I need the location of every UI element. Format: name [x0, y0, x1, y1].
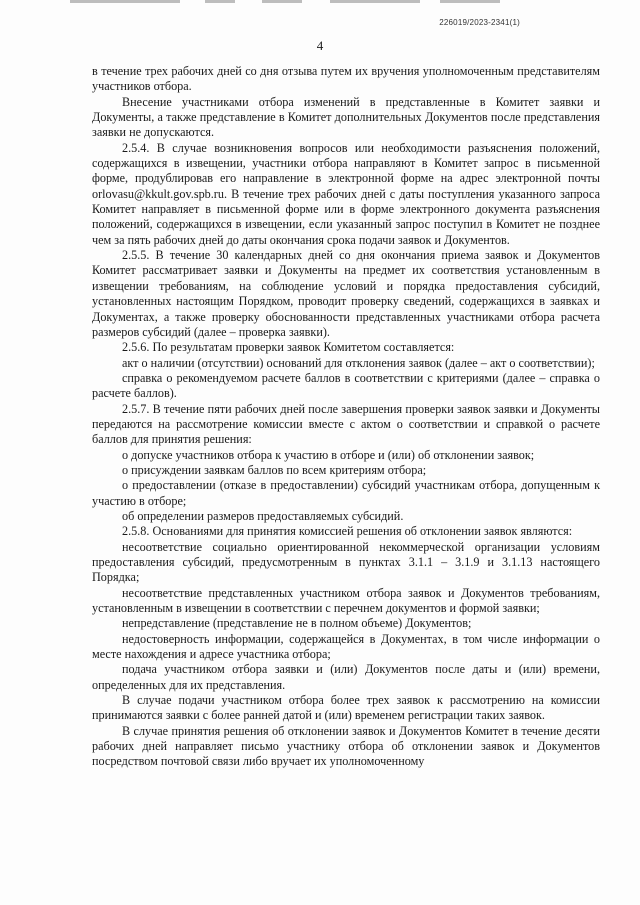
paragraph: непредставление (представление не в полном объеме) Документов;	[122, 616, 472, 631]
paragraph: 2.5.7. В течение пяти рабочих дней после завершения проверки заявок заявки и Документы передаются на рассмотрение комиссии вместе с актом о соответствии и справкой о расчете баллов для принятия решения:	[92, 401, 600, 447]
paragraph: об определении размеров предоставляемых субсидий.	[122, 508, 404, 523]
paragraph: несоответствие представленных участником отбора заявок и Документов требованиям, установленным в извещении в соответствии с перечнем документов и формой заявки;	[92, 585, 600, 616]
page-number: 4	[316, 38, 324, 53]
paragraph: В случае принятия решения об отклонении заявок и Документов Комитет в течение десяти рабочих дней направляет письмо участнику отбора об отклонении заявок и Документов посредством почтовой связи либо вручает их уполномоченному	[92, 723, 600, 769]
paragraph: акт о наличии (отсутствии) оснований для отклонения заявок (далее – акт о соответствии);	[122, 355, 595, 370]
paragraph: В случае подачи участником отбора более трех заявок к рассмотрению на комиссии принимаются заявки с более ранней датой и (или) временем регистрации таких заявок.	[92, 693, 600, 723]
scan-edge-artifact	[0, 0, 640, 4]
paragraph: о допуске участников отбора к участию в отборе и (или) об отклонении заявок;	[122, 447, 535, 462]
document-number: 226019/2023-2341(1)	[439, 18, 520, 27]
paragraph: о присуждении заявкам баллов по всем критериям отбора;	[122, 462, 427, 477]
paragraph: 2.5.4. В случае возникновения вопросов или необходимости разъяснения положений, содержащихся в извещении, участники отбора направляют в Комитет запрос в письменной форме, продублировав его направление в электронной форме на адрес электронной почты orlovasu@kkult.gov.spb.ru. В течение трех рабочих дней с даты поступления указанного запроса Комитет направляет в письменной форме или в форме электронного документа разъяснения положений, содержащихся в извещении, если указанный запрос поступил в Комитет не позднее чем за пять рабочих дней до даты окончания срока подачи заявок и Документов.	[92, 140, 600, 247]
paragraph: Внесение участниками отбора изменений в представленные в Комитет заявки и Документы, а также представление в Комитет дополнительных Документов после представления заявки не допускаются.	[92, 94, 600, 140]
paragraph: 2.5.6. По результатам проверки заявок Комитетом составляется:	[122, 340, 455, 355]
paragraph: подача участником отбора заявки и (или) Документов после даты и (или) времени, определенных для их представления.	[92, 662, 600, 692]
paragraph: несоответствие социально ориентированной некоммерческой организации условиям предоставления субсидий, предусмотренным в пунктах 3.1.1 – 3.1.9 и 3.1.13 настоящего Порядка;	[92, 539, 600, 585]
paragraph: 2.5.8. Основаниями для принятия комиссией решения об отклонении заявок являются:	[122, 524, 573, 539]
paragraph: 2.5.5. В течение 30 календарных дней со дня окончания приема заявок и Документов Комитет рассматривает заявки и Документы на предмет их соответствия установленным в извещении требованиям, на соблюдение условий и порядка предоставления субсидий, установленных настоящим Порядком, проводит проверку сведений, содержащихся в заявках и Документах, а также проверку обоснованности представленных участниками отбора расчета размеров субсидий (далее – проверка заявки).	[92, 248, 600, 339]
paragraph: справка о рекомендуемом расчете баллов в соответствии с критериями (далее – справка о расчете баллов).	[92, 370, 600, 401]
paragraph: в течение трех рабочих дней со дня отзыва путем их вручения уполномоченным представителям участников отбора.	[92, 64, 600, 94]
paragraph: о предоставлении (отказе в предоставлении) субсидий участникам отбора, допущенным к участию в отборе;	[92, 478, 600, 508]
document-body	[92, 64, 600, 770]
paragraph: недостоверность информации, содержащейся в Документах, в том числе информации о месте нахождения и адресе участника отбора;	[92, 631, 600, 662]
